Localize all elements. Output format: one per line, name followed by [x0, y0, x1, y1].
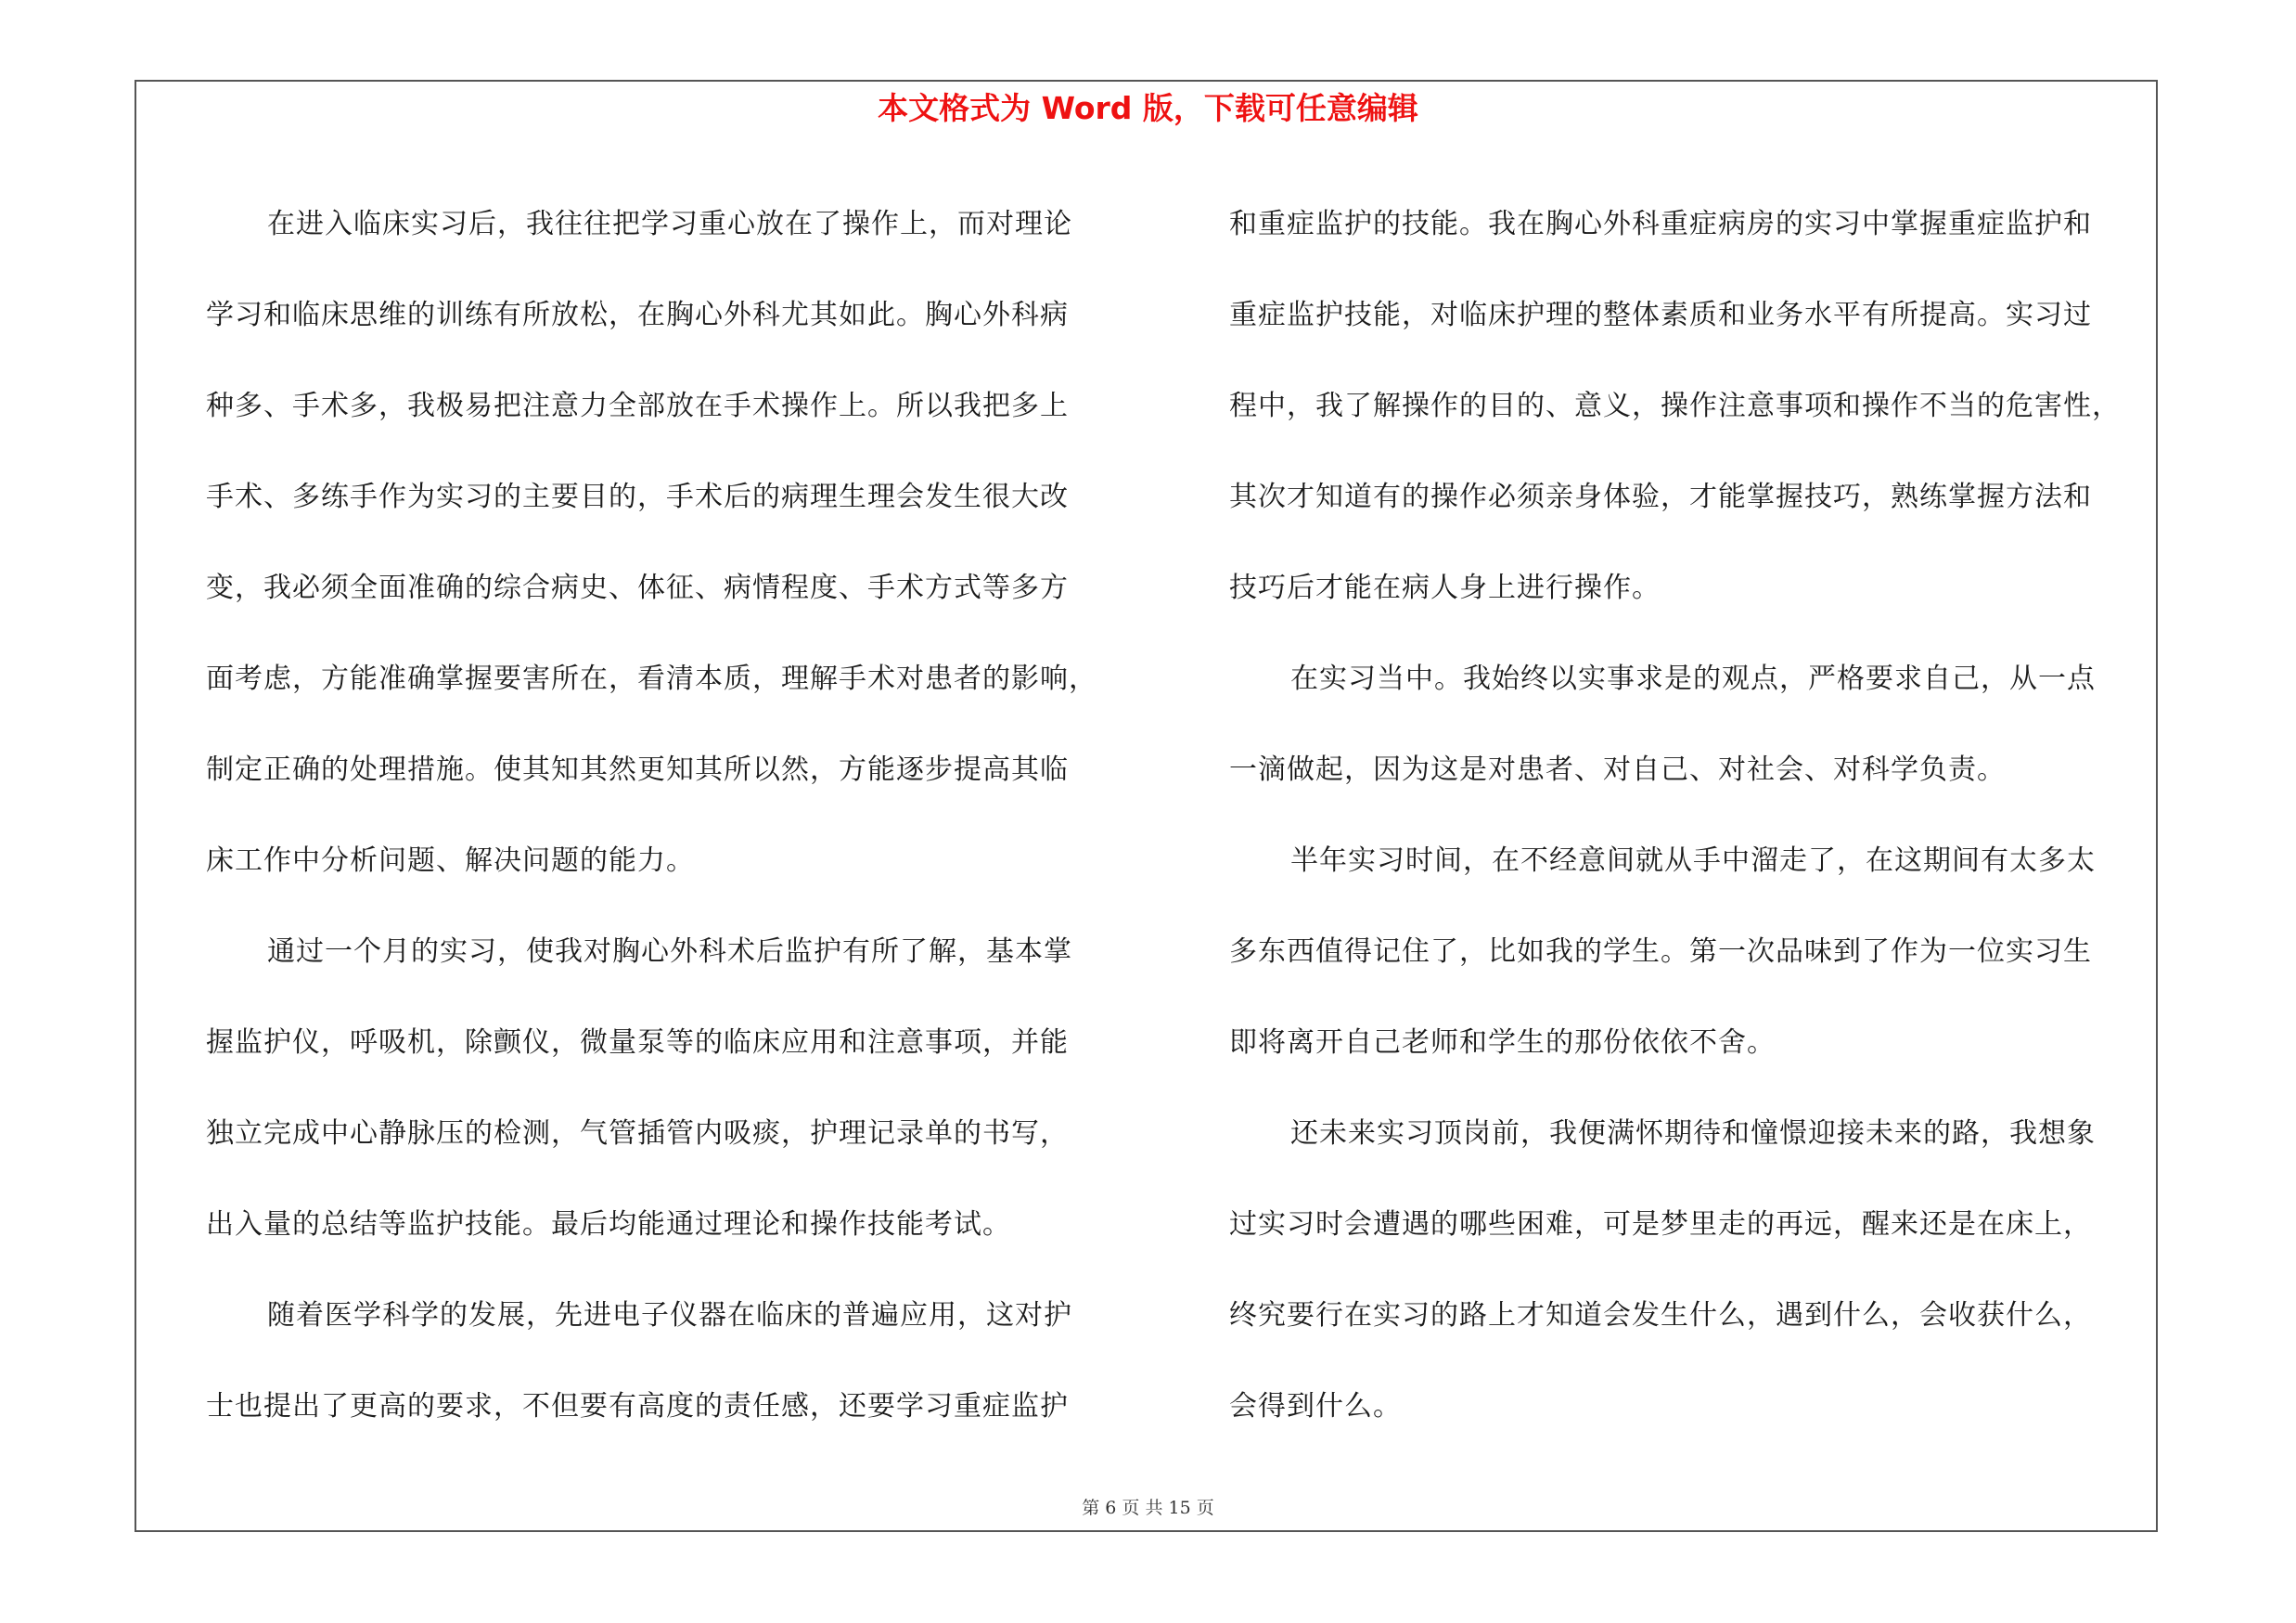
text-line: 重症监护技能，对临床护理的整体素质和业务水平有所提高。实习过 [1229, 299, 2092, 331]
text-line: 即将离开自己老师和学生的那份依依不舍。 [1229, 1026, 1776, 1059]
text-line: 在实习当中。我始终以实事求是的观点，严格要求自己，从一点 [1290, 663, 2096, 695]
text-line: 多东西值得记住了，比如我的学生。第一次品味到了作为一位实习生 [1229, 935, 2092, 968]
text-line: 手术、多练手作为实习的主要目的，手术后的病理生理会发生很大改 [206, 481, 1069, 513]
text-line: 握监护仪，呼吸机，除颤仪，微量泵等的临床应用和注意事项，并能 [206, 1026, 1069, 1059]
left-text-column [206, 179, 1143, 1452]
text-line: 还未来实习顶岗前，我便满怀期待和憧憬迎接未来的路，我想象 [1290, 1117, 2096, 1150]
text-line: 半年实习时间，在不经意间就从手中溜走了，在这期间有太多太 [1290, 844, 2096, 877]
text-line: 独立完成中心静脉压的检测，气管插管内吸痰，护理记录单的书写， [206, 1117, 1069, 1150]
text-line: 制定正确的处理措施。使其知其然更知其所以然，方能逐步提高其临 [206, 754, 1069, 786]
text-line: 种多、手术多，我极易把注意力全部放在手术操作上。所以我把多上 [206, 390, 1069, 422]
text-line: 会得到什么。 [1229, 1390, 1402, 1423]
text-line: 面考虑，方能准确掌握要害所在，看清本质，理解手术对患者的影响， [206, 663, 1097, 695]
text-line: 学习和临床思维的训练有所放松，在胸心外科尤其如此。胸心外科病 [206, 299, 1069, 331]
right-text-column [1229, 179, 2166, 1452]
text-line: 程中，我了解操作的目的、意义，操作注意事项和操作不当的危害性， [1229, 390, 2121, 422]
text-line: 过实习时会遭遇的哪些困难，可是梦里走的再远，醒来还是在床上， [1229, 1208, 2092, 1241]
text-line: 随着医学科学的发展，先进电子仪器在临床的普遍应用，这对护 [267, 1299, 1072, 1332]
text-line: 出入量的总结等监护技能。最后均能通过理论和操作技能考试。 [206, 1208, 1011, 1241]
text-line: 其次才知道有的操作必须亲身体验，才能掌握技巧，熟练掌握方法和 [1229, 481, 2092, 513]
text-line: 在进入临床实习后，我往往把学习重心放在了操作上，而对理论 [267, 208, 1072, 240]
text-line: 士也提出了更高的要求，不但要有高度的责任感，还要学习重症监护 [206, 1390, 1069, 1423]
text-line: 终究要行在实习的路上才知道会发生什么，遇到什么，会收获什么， [1229, 1299, 2092, 1332]
word-format-banner: 本文格式为 Word 版，下载可任意编辑 [878, 90, 1418, 126]
text-line: 一滴做起，因为这是对患者、对自己、对社会、对科学负责。 [1229, 754, 2006, 786]
page-number-footer: 第 6 页 共 15 页 [1082, 1498, 1214, 1518]
text-line: 和重症监护的技能。我在胸心外科重症病房的实习中掌握重症监护和 [1229, 208, 2092, 240]
text-line: 变，我必须全面准确的综合病史、体征、病情程度、手术方式等多方 [206, 572, 1069, 604]
text-line: 通过一个月的实习，使我对胸心外科术后监护有所了解，基本掌 [267, 935, 1072, 968]
text-line: 技巧后才能在病人身上进行操作。 [1229, 572, 1661, 604]
text-line: 床工作中分析问题、解决问题的能力。 [206, 844, 695, 877]
